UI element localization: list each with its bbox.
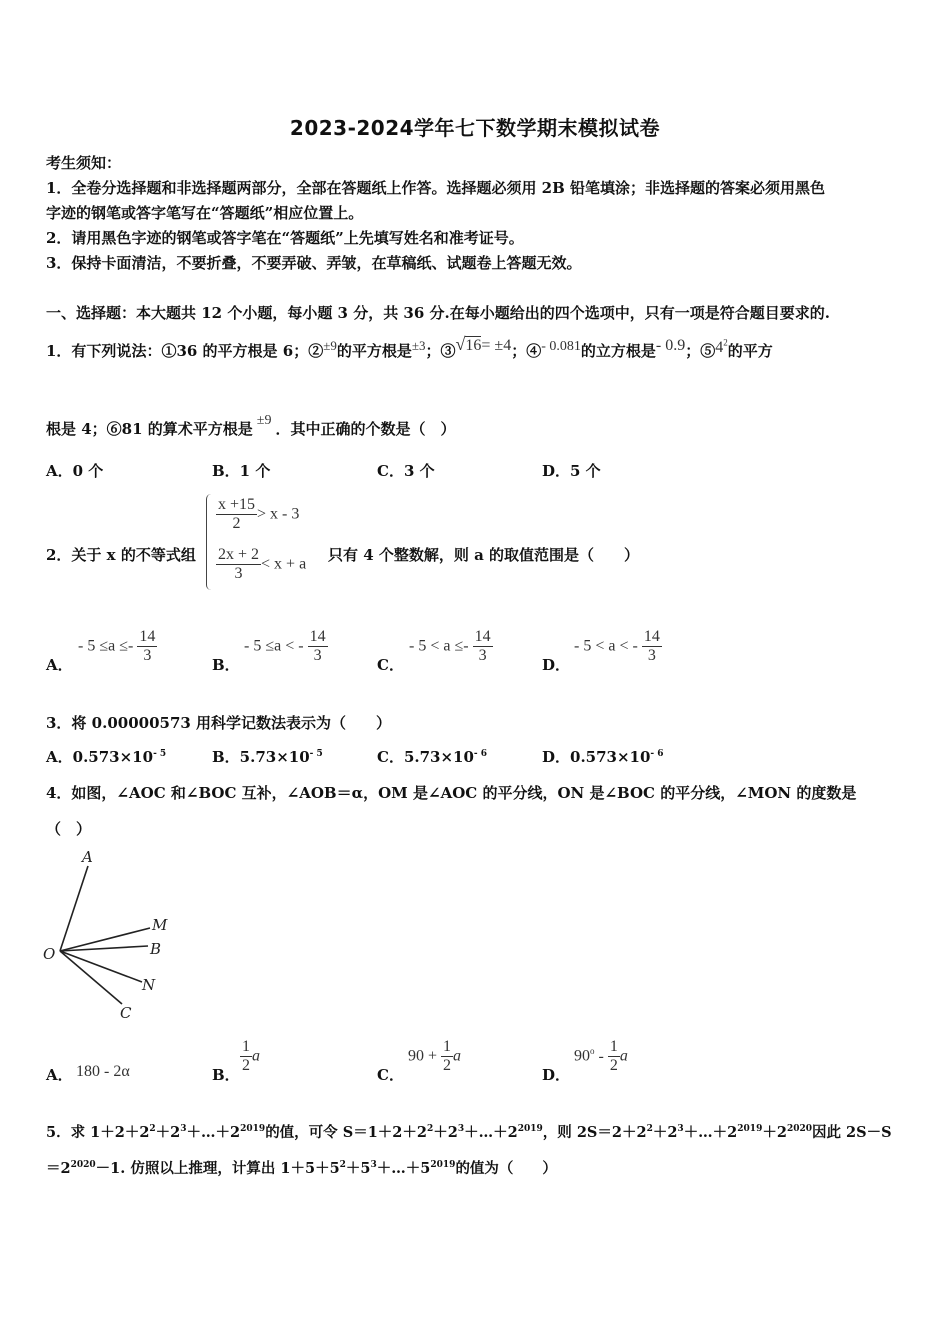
q5-s7: 2 xyxy=(646,1124,653,1135)
q2-option-b xyxy=(244,628,328,666)
q1-text-7: 的平方 xyxy=(727,342,773,360)
q2-option-a-label: A． xyxy=(46,656,73,674)
q5-t10: ＋2 xyxy=(762,1124,787,1141)
q2-ineq1-rest: > x - 3 xyxy=(257,505,300,523)
q2-opt-a-den: 3 xyxy=(143,647,152,665)
q4-line-1: 4．如图，∠AOC 和∠BOC 互补，∠AOB＝α，OM 是∠AOC 的平分线，ON 是∠BOC 的平分线，∠MON 的度数是 xyxy=(46,784,857,802)
q4-option-b xyxy=(240,1038,260,1076)
q1-math-2: ±3 xyxy=(411,338,426,353)
q5-t9: ＋…＋2 xyxy=(683,1124,738,1141)
q5-t15: ＋…＋5 xyxy=(376,1160,431,1177)
q2-text-b: 只有 4 个整数解，则 a 的取值范围是（ ） xyxy=(328,546,640,564)
q5-s6: 2019 xyxy=(517,1124,543,1135)
notice-heading: 考生须知： xyxy=(46,154,122,172)
q5-t1: 5．求 1＋2＋2 xyxy=(46,1124,150,1141)
q1-math-6-base: 4 xyxy=(715,339,724,356)
q5-line-1 xyxy=(46,1121,892,1142)
q5-s11: 2020 xyxy=(70,1160,96,1171)
q4-opt-c-num: 1 xyxy=(441,1038,453,1057)
q5-t13: －1. 仿照以上推理，计算出 1＋5＋5 xyxy=(95,1160,340,1177)
q5-s3: 2019 xyxy=(240,1124,266,1135)
q2-opt-a-lhs: - 5 ≤a ≤- xyxy=(78,637,134,655)
q1-text-6: ；⑤ xyxy=(685,342,716,360)
q2-opt-d-num: 14 xyxy=(642,628,662,647)
q2-option-c xyxy=(409,628,493,666)
q5-t3: ＋…＋2 xyxy=(186,1124,241,1141)
q1-math-6-exp: 2 xyxy=(723,337,728,348)
q1-math-3: √16= ±4 xyxy=(455,334,512,354)
q5-s12: 2 xyxy=(339,1160,346,1171)
q4-option-c xyxy=(408,1038,461,1076)
q5-t5: ＋2 xyxy=(433,1124,458,1141)
q4-line-2: （ ） xyxy=(46,820,92,838)
q5-s5: 3 xyxy=(457,1124,465,1135)
q4-option-d xyxy=(574,1038,628,1076)
q1-math-4: - 0.081 xyxy=(541,339,581,354)
ray-oa xyxy=(60,866,88,951)
label-a: A xyxy=(82,848,93,866)
q2-option-d-label: D． xyxy=(542,656,571,674)
q1-text-5: 的立方根是 xyxy=(580,342,656,360)
q5-t6: ＋…＋2 xyxy=(464,1124,518,1141)
q2-option-a xyxy=(78,628,157,666)
q4-opt-d-num: 1 xyxy=(608,1038,620,1057)
q3-text: 3．将 0.00000573 用科学记数法表示为（ ） xyxy=(46,714,392,732)
label-o: O xyxy=(43,945,56,963)
q1-option-b: B．1 个 xyxy=(212,462,271,480)
q2-opt-b-den: 3 xyxy=(313,647,322,665)
q1-math-5: - 0.9 xyxy=(655,337,686,354)
label-c: C xyxy=(120,1004,132,1022)
q2-ineq1-num: x +15 xyxy=(216,496,257,515)
q2-ineq2-den: 3 xyxy=(234,565,243,583)
q3-opt-c-exp: - 6 xyxy=(473,749,488,759)
q2-opt-d-den: 3 xyxy=(647,647,656,665)
q1-math-3-rest: = ±4 xyxy=(481,337,512,354)
q1-option-c: C．3 个 xyxy=(377,462,435,480)
q5-line-2 xyxy=(46,1157,557,1178)
q1-math-6 xyxy=(715,339,728,356)
q5-s9: 2019 xyxy=(737,1124,763,1135)
q2-opt-a-num: 14 xyxy=(137,628,157,647)
q2-opt-b-num: 14 xyxy=(308,628,328,647)
q3-opt-a-text: A．0.573×10 xyxy=(46,748,154,766)
q1-math-1: ±9 xyxy=(323,338,337,353)
page-title: 2023-2024学年七下数学期末模拟试卷 xyxy=(289,116,661,140)
ray-oc xyxy=(60,951,122,1004)
q4-option-b-label: B． xyxy=(212,1066,240,1084)
q4-opt-c-pre: 90 + xyxy=(408,1047,438,1065)
q3-opt-b-exp: - 5 xyxy=(309,749,323,759)
notice-line-3: 3．保持卡面清洁，不要折叠，不要弄破、弄皱，在草稿纸、试题卷上答题无效。 xyxy=(46,254,582,272)
q2-ineq2-rest: < x + a xyxy=(261,555,307,573)
q2-ineq1-den: 2 xyxy=(232,515,241,533)
q4-opt-b-var: a xyxy=(252,1047,260,1065)
q2-inequality-2 xyxy=(216,546,306,584)
q4-opt-c-var: a xyxy=(453,1047,462,1065)
q2-inequality-1 xyxy=(216,496,299,534)
q4-opt-b-den: 2 xyxy=(242,1057,250,1075)
q1-option-d: D．5 个 xyxy=(542,462,601,480)
q2-brace xyxy=(206,494,211,590)
q5-t11: 因此 2S－S xyxy=(812,1124,892,1141)
q4-opt-d-minus: - xyxy=(598,1047,604,1065)
q5-s4: 2 xyxy=(426,1124,434,1135)
q2-ineq2-num: 2x + 2 xyxy=(216,546,261,565)
notice-line-1b: 字迹的钢笔或答字笔写在“答题纸”相应位置上。 xyxy=(46,204,364,222)
q1-text-4: ；④ xyxy=(511,342,542,360)
q1-radicand: 16 xyxy=(465,337,482,354)
q4-opt-c-den: 2 xyxy=(443,1057,452,1075)
q5-s8: 3 xyxy=(677,1124,684,1135)
q5-s10: 2020 xyxy=(786,1124,812,1135)
q1-option-a: A．0 个 xyxy=(46,462,104,480)
q5-s13: 3 xyxy=(370,1160,377,1171)
q3-option-a xyxy=(46,746,166,767)
label-b: B xyxy=(150,940,162,958)
q4-opt-d-var: a xyxy=(619,1047,628,1065)
q4-opt-d-den: 2 xyxy=(609,1057,618,1075)
q2-option-c-label: C． xyxy=(377,656,404,674)
section-heading: 一、选择题：本大题共 12 个小题，每小题 3 分，共 36 分.在每小题给出的四个选项中，只有一项是符合题目要求的. xyxy=(46,304,830,322)
angle-figure xyxy=(40,846,190,1026)
q1-line-2 xyxy=(46,413,455,439)
q2-opt-d-lhs: - 5 < a < - xyxy=(574,637,638,655)
q3-opt-b-text: B．5.73×10 xyxy=(212,748,310,766)
q2-opt-c-den: 3 xyxy=(478,647,487,665)
q3-opt-d-exp: - 6 xyxy=(650,749,664,759)
q2-option-b-label: B． xyxy=(212,656,240,674)
ray-om xyxy=(60,928,150,951)
q3-option-b xyxy=(212,746,323,767)
q2-opt-c-num: 14 xyxy=(473,628,493,647)
q5-t14: ＋5 xyxy=(345,1160,371,1177)
q4-option-c-label: C． xyxy=(377,1066,404,1084)
ray-ob xyxy=(60,946,148,951)
q5-t2: ＋2 xyxy=(155,1124,181,1141)
q4-option-a: 180 - 2α xyxy=(76,1063,130,1080)
q5-t8: ＋2 xyxy=(652,1124,678,1141)
q4-opt-d-pre: 90 xyxy=(574,1047,590,1065)
q5-s14: 2019 xyxy=(430,1160,456,1171)
q3-option-c xyxy=(377,746,487,767)
label-m: M xyxy=(152,916,168,934)
ray-on xyxy=(60,951,142,982)
q1-math-7: ±9 xyxy=(256,413,272,428)
q5-t7: ，则 2S＝2＋2 xyxy=(542,1124,647,1141)
notice-line-1a: 1．全卷分选择题和非选择题两部分，全部在答题纸上作答。选择题必须用 2B 铅笔填涂；非选择题的答案必须用黑色 xyxy=(46,179,826,197)
q2-opt-b-lhs: - 5 ≤a < - xyxy=(244,637,304,655)
q2-option-d xyxy=(574,628,662,666)
q3-opt-c-text: C．5.73×10 xyxy=(377,748,474,766)
q1-text-2: 的平方根是 xyxy=(336,342,412,360)
q5-s1: 2 xyxy=(149,1124,156,1135)
q1-text-9: ．其中正确的个数是（ ） xyxy=(275,420,456,438)
notice-line-2: 2．请用黑色字迹的钢笔或答字笔在“答题纸”上先填写姓名和准考证号。 xyxy=(46,229,524,247)
q1-text-8: 根是 4；⑥81 的算术平方根是 xyxy=(46,420,253,438)
label-n: N xyxy=(142,976,156,994)
q3-opt-a-exp: - 5 xyxy=(153,749,167,759)
q5-t12: ＝2 xyxy=(46,1160,71,1177)
q5-s2: 3 xyxy=(180,1124,187,1135)
q2-opt-c-lhs: - 5 < a ≤- xyxy=(409,637,469,655)
q5-t4: 的值，可令 S＝1＋2＋2 xyxy=(265,1124,427,1141)
q3-option-d xyxy=(542,746,664,767)
q4-option-d-label: D． xyxy=(542,1066,571,1084)
q3-opt-d-text: D．0.573×10 xyxy=(542,748,651,766)
q1-line-1 xyxy=(46,334,773,361)
q4-opt-d-deg: o xyxy=(590,1046,595,1057)
q4-opt-b-num: 1 xyxy=(240,1038,252,1057)
q1-text-1: 1．有下列说法：①36 的平方根是 6；② xyxy=(46,342,324,360)
q1-text-3: ；③ xyxy=(425,342,456,360)
q2-text-a: 2．关于 x 的不等式组 xyxy=(46,546,196,564)
q4-option-a-label: A． xyxy=(46,1066,73,1084)
q5-t16: 的值为（ ） xyxy=(455,1160,557,1177)
